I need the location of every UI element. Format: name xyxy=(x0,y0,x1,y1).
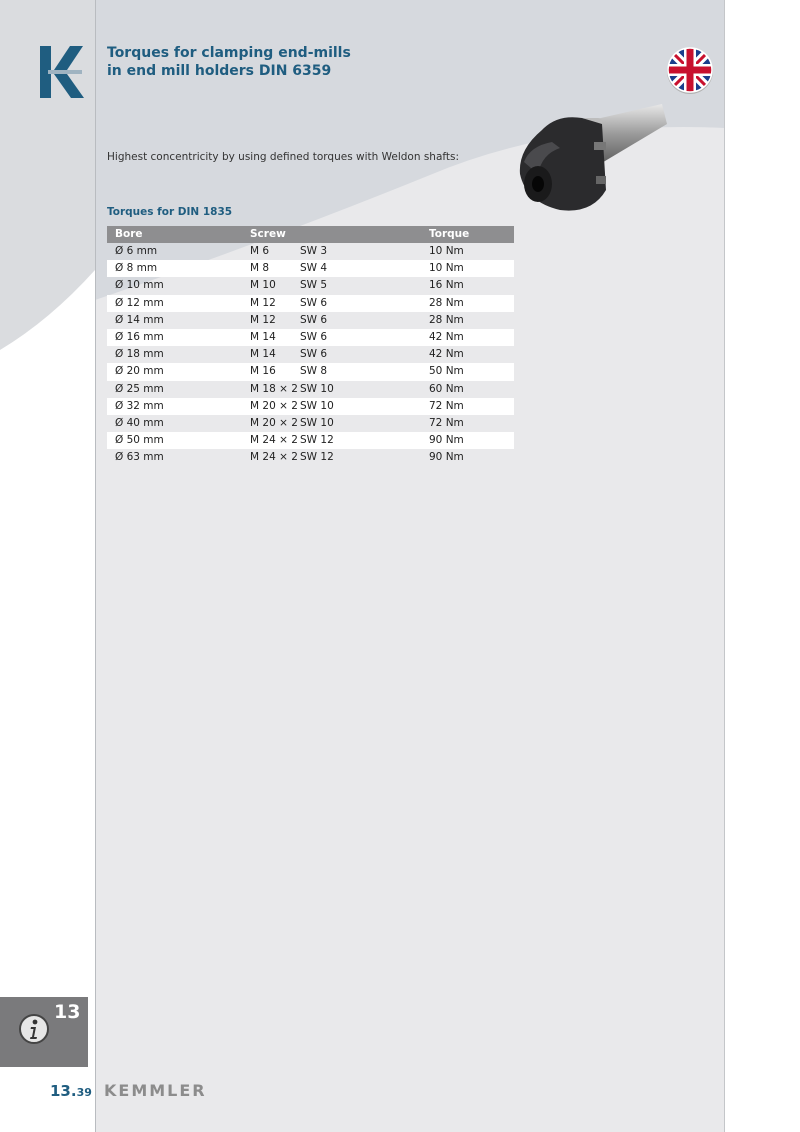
cell-screw: M 8 xyxy=(250,262,270,275)
cell-torque: 72 Nm xyxy=(429,399,464,412)
table-title: Torques for DIN 1835 xyxy=(107,206,233,218)
intro-text: Highest concentricity by using defined torques with Weldon shafts: xyxy=(107,151,460,163)
cell-screw: M 6 xyxy=(250,245,270,257)
page-number xyxy=(50,1082,92,1100)
cell-torque: 28 Nm xyxy=(429,313,464,326)
uk-flag-icon xyxy=(666,46,714,94)
cell-screw: M 18 × 2 xyxy=(250,382,298,395)
info-icon xyxy=(18,1013,50,1045)
title-line-2: in end mill holders DIN 6359 xyxy=(107,63,332,79)
brand-name: KEMMLER xyxy=(104,1081,207,1100)
cell-torque: 28 Nm xyxy=(429,296,464,309)
table-row xyxy=(107,277,514,294)
cell-screw: M 24 × 2 xyxy=(250,451,298,464)
cell-screw: M 10 xyxy=(250,279,276,292)
cell-sw: SW 6 xyxy=(300,330,328,343)
table-row xyxy=(107,363,514,380)
cell-bore: Ø 12 mm xyxy=(115,296,164,309)
cell-screw: M 12 xyxy=(250,313,276,326)
cell-sw: SW 4 xyxy=(300,262,328,275)
cell-torque: 42 Nm xyxy=(429,330,464,343)
table-row xyxy=(107,243,514,260)
cell-torque: 10 Nm xyxy=(429,245,464,257)
cell-bore: Ø 20 mm xyxy=(115,365,164,378)
cell-torque: 90 Nm xyxy=(429,451,464,464)
cell-sw: SW 3 xyxy=(300,245,328,257)
header-screw: Screw xyxy=(250,228,286,240)
table-row xyxy=(107,432,514,449)
cell-sw: SW 6 xyxy=(300,313,328,326)
table-row xyxy=(107,398,514,415)
section-badge xyxy=(0,997,88,1067)
cell-sw: SW 8 xyxy=(300,365,328,378)
table-row xyxy=(107,415,514,432)
cell-bore: Ø 18 mm xyxy=(115,348,164,361)
end-mill-holder-image xyxy=(512,102,672,218)
cell-sw: SW 6 xyxy=(300,348,328,361)
cell-sw: SW 10 xyxy=(300,382,334,395)
cell-sw: SW 5 xyxy=(300,279,328,292)
cell-screw: M 14 xyxy=(250,348,276,361)
table-row xyxy=(107,295,514,312)
table-header-row xyxy=(107,226,514,243)
cell-bore: Ø 8 mm xyxy=(115,262,158,275)
cell-bore: Ø 63 mm xyxy=(115,451,164,464)
cell-bore: Ø 14 mm xyxy=(115,313,164,326)
cell-screw: M 16 xyxy=(250,365,276,378)
cell-bore: Ø 32 mm xyxy=(115,399,164,412)
cell-screw: M 12 xyxy=(250,296,276,309)
table-row xyxy=(107,312,514,329)
cell-sw: SW 12 xyxy=(300,434,334,447)
cell-torque: 42 Nm xyxy=(429,348,464,361)
torque-table xyxy=(107,226,514,466)
title-line-1: Torques for clamping end-mills xyxy=(107,45,351,61)
cell-bore: Ø 25 mm xyxy=(115,382,164,395)
cell-bore: Ø 10 mm xyxy=(115,279,164,292)
cell-torque: 10 Nm xyxy=(429,262,464,275)
cell-sw: SW 10 xyxy=(300,399,334,412)
cell-screw: M 14 xyxy=(250,330,276,343)
cell-torque: 90 Nm xyxy=(429,434,464,447)
cell-torque: 60 Nm xyxy=(429,382,464,395)
cell-torque: 50 Nm xyxy=(429,365,464,378)
table-row xyxy=(107,381,514,398)
table-row xyxy=(107,449,514,466)
cell-screw: M 20 × 2 xyxy=(250,416,298,429)
cell-bore: Ø 50 mm xyxy=(115,434,164,447)
table-body xyxy=(107,243,514,466)
table-row xyxy=(107,329,514,346)
table-row xyxy=(107,260,514,277)
cell-bore: Ø 40 mm xyxy=(115,416,164,429)
page-title xyxy=(107,44,351,80)
page-number-main: 13. xyxy=(50,1082,77,1100)
header-bore: Bore xyxy=(115,228,143,240)
cell-bore: Ø 16 mm xyxy=(115,330,164,343)
kemmler-k-logo-icon xyxy=(40,46,84,98)
header-torque: Torque xyxy=(429,228,470,240)
cell-sw: SW 6 xyxy=(300,296,328,309)
section-number: 13 xyxy=(54,1001,81,1023)
cell-sw: SW 10 xyxy=(300,416,334,429)
cell-screw: M 24 × 2 xyxy=(250,434,298,447)
page-number-sub: 39 xyxy=(76,1086,92,1099)
cell-torque: 72 Nm xyxy=(429,416,464,429)
cell-sw: SW 12 xyxy=(300,451,334,464)
cell-screw: M 20 × 2 xyxy=(250,399,298,412)
cell-torque: 16 Nm xyxy=(429,279,464,292)
table-row xyxy=(107,346,514,363)
cell-bore: Ø 6 mm xyxy=(115,245,158,257)
